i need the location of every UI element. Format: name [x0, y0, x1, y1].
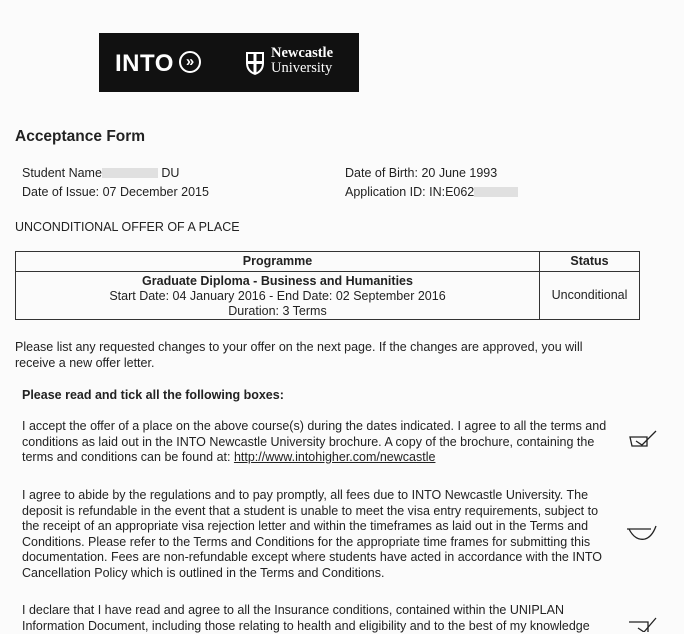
header-logo-bar	[99, 33, 359, 92]
application-id-value: IN:E062	[429, 185, 475, 199]
university-crest-icon	[244, 50, 266, 76]
redacted-id-block	[474, 187, 518, 197]
date-of-issue-label: Date of Issue:	[22, 185, 100, 199]
clause-fees: I agree to abide by the regulations and to pay promptly, all fees due to INTO Newcastle University. The deposit is refundable in the event that a student is unable to meet the visa entry requirements, subject to the receipt of an appropriate visa rejection letter and within the timeframes as laid out in the Terms and Conditions. Please refer to the Terms and Conditions for the appropriate time frames for submitting this documentation. Fees are non-refundable except where students have acted in accordance with the INTO Cancellation Policy which is outlined in the Terms and Conditions.	[22, 488, 602, 580]
programme-column-header: Programme	[16, 252, 540, 272]
programme-cell	[16, 272, 540, 319]
university-name-line1: Newcastle	[271, 45, 334, 61]
dob-value: 20 June 1993	[421, 166, 498, 180]
application-id-field	[345, 185, 518, 199]
changes-note: Please list any requested changes to your offer on the next page. If the changes are approved, you will receive a new offer letter.	[15, 340, 583, 370]
application-id-label: Application ID:	[345, 185, 426, 199]
programme-dates: Start Date: 04 January 2016 - End Date: 02 September 2016	[109, 289, 446, 303]
university-name	[271, 46, 333, 76]
programme-duration: Duration: 3 Terms	[228, 304, 327, 318]
clause-accept-offer-text: I accept the offer of a place on the above course(s) during the dates indicated. I agree to all the terms and conditions as laid out in the INTO Newcastle University brochure. A copy of the brochure, containing the terms and conditions can be found at:	[22, 419, 607, 464]
page-title: Acceptance Form	[15, 128, 146, 145]
university-name-line2: University	[271, 60, 333, 76]
date-of-issue-value: 07 December 2015	[102, 185, 209, 199]
date-of-issue-field	[22, 185, 209, 199]
clause-accept-offer	[22, 419, 614, 466]
checkbox-fees-icon[interactable]	[625, 522, 659, 542]
student-name-label: Student Name	[22, 166, 102, 180]
programme-table	[15, 251, 640, 320]
date-of-birth-field	[345, 166, 497, 180]
into-logo-text: INTO	[115, 50, 174, 77]
brochure-link[interactable]: http://www.intohigher.com/newcastle	[233, 450, 436, 464]
status-column-header: Status	[540, 252, 639, 272]
status-cell: Unconditional	[551, 288, 628, 302]
clause-insurance: I declare that I have read and agree to all the Insurance conditions, contained within the UNIPLAN Information Document, including those relating to health and eligibility and to the best of my knowledge	[22, 603, 590, 633]
tick-instructions-heading: Please read and tick all the following boxes:	[22, 388, 284, 402]
redacted-name-block	[102, 168, 158, 178]
programme-name: Graduate Diploma - Business and Humanities	[142, 274, 413, 288]
offer-heading: UNCONDITIONAL OFFER OF A PLACE	[15, 220, 240, 234]
student-name-field	[22, 166, 179, 180]
dob-label: Date of Birth:	[345, 166, 418, 180]
student-name-value: DU	[161, 166, 180, 180]
checkbox-accept-offer-icon[interactable]	[626, 428, 660, 448]
checkbox-insurance-icon[interactable]	[626, 612, 660, 632]
into-chevron-icon: »	[179, 51, 201, 73]
